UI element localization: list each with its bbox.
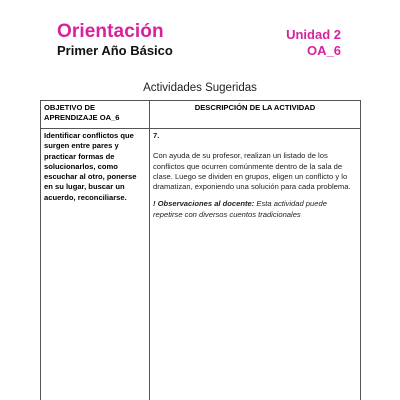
unit-label: Unidad 2: [286, 27, 341, 42]
table-row: [41, 129, 361, 400]
description-cell: [150, 129, 361, 400]
subject-title: Orientación: [57, 21, 164, 42]
description-column-header: DESCRIPCIÓN DE LA ACTIVIDAD: [150, 101, 361, 129]
teacher-note-label: ! Observaciones al docente:: [153, 199, 255, 209]
objective-cell: Identificar conflictos que surgen entre pares y practicar formas de solucionarlos, como escuchar al otro, ponerse en su lugar, buscar un acuerdo, reconciliarse.: [41, 129, 150, 400]
activity-number: 7.: [153, 131, 160, 140]
table-header-row: [41, 101, 361, 129]
section-title: Actividades Sugeridas: [143, 82, 257, 94]
teacher-note-text: Esta actividad puede repetirse con diversos cuentos tradicionales: [153, 199, 327, 219]
activity-text: Con ayuda de su profesor, realizan un listado de los conflictos que ocurren comúnmente dentro de la sala de clase. Luego se dividen en grupos, eligen un conflicto y lo dramatizan, exponiendo una solución para cada problema.: [153, 151, 351, 191]
teacher-note: [153, 199, 327, 218]
grade-label: Primer Año Básico: [57, 43, 173, 58]
oa-code-label: OA_6: [307, 43, 341, 58]
activity-table: [40, 100, 361, 400]
objective-column-header: OBJETIVO DE APRENDIZAJE OA_6: [41, 101, 150, 129]
